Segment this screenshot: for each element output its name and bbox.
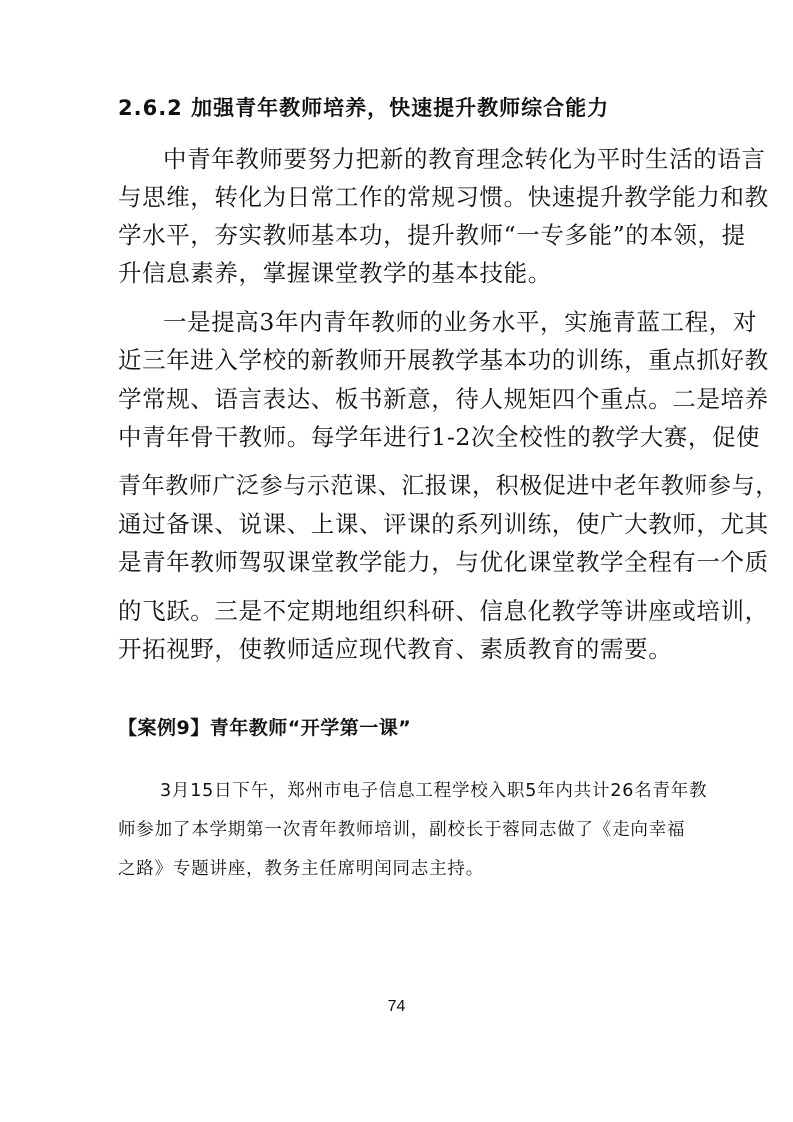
paragraph-line: 青年教师广泛参与示范课、汇报课，积极促进中老年教师参与， — [118, 473, 779, 499]
case-line: 师参加了本学期第一次青年教师培训，副校长于蓉同志做了《走向幸福 — [118, 820, 686, 840]
case-line: 之路》专题讲座，教务主任席明闰同志主持。 — [118, 859, 484, 879]
case-title: 【案例9】青年教师“开学第一课” — [118, 717, 412, 739]
paragraph-line: 与思维，转化为日常工作的常规习惯。快速提升教学能力和教 — [118, 183, 769, 211]
paragraph-line: 升信息素养，掌握课堂教学的基本技能。 — [118, 259, 552, 287]
paragraph-line: 学常规、语言表达、板书新意，待人规矩四个重点。二是培养 — [118, 385, 769, 413]
paragraph-line: 近三年进入学校的新教师开展教学基本功的训练，重点抓好教 — [118, 346, 769, 374]
paragraph-line: 一是提高3年内青年教师的业务水平，实施青蓝工程，对 — [163, 308, 757, 336]
paragraph-line: 通过备课、说课、上课、评课的系列训练，使广大教师，尤其 — [118, 510, 769, 538]
paragraph-line: 开拓视野，使教师适应现代教育、素质教育的需要。 — [118, 635, 673, 663]
paragraph-line: 的飞跃。三是不定期地组织科研、信息化教学等讲座或培训， — [118, 597, 769, 625]
page-number: 74 — [387, 998, 406, 1015]
paragraph-line: 学水平，夯实教师基本功，提升教师“一专多能”的本领，提 — [118, 221, 746, 249]
paragraph-line: 中青年骨干教师。每学年进行1-2次全校性的教学大赛，促使 — [118, 423, 761, 451]
paragraph-line: 是青年教师驾驭课堂教学能力，与优化课堂教学全程有一个质 — [118, 548, 769, 576]
paragraph-line: 中青年教师要努力把新的教育理念转化为平时生活的语言 — [163, 145, 766, 173]
section-heading: 2.6.2 加强青年教师培养，快速提升教师综合能力 — [118, 96, 610, 120]
case-line: 3月15日下午，郑州市电子信息工程学校入职5年内共计26名青年教 — [160, 781, 708, 801]
